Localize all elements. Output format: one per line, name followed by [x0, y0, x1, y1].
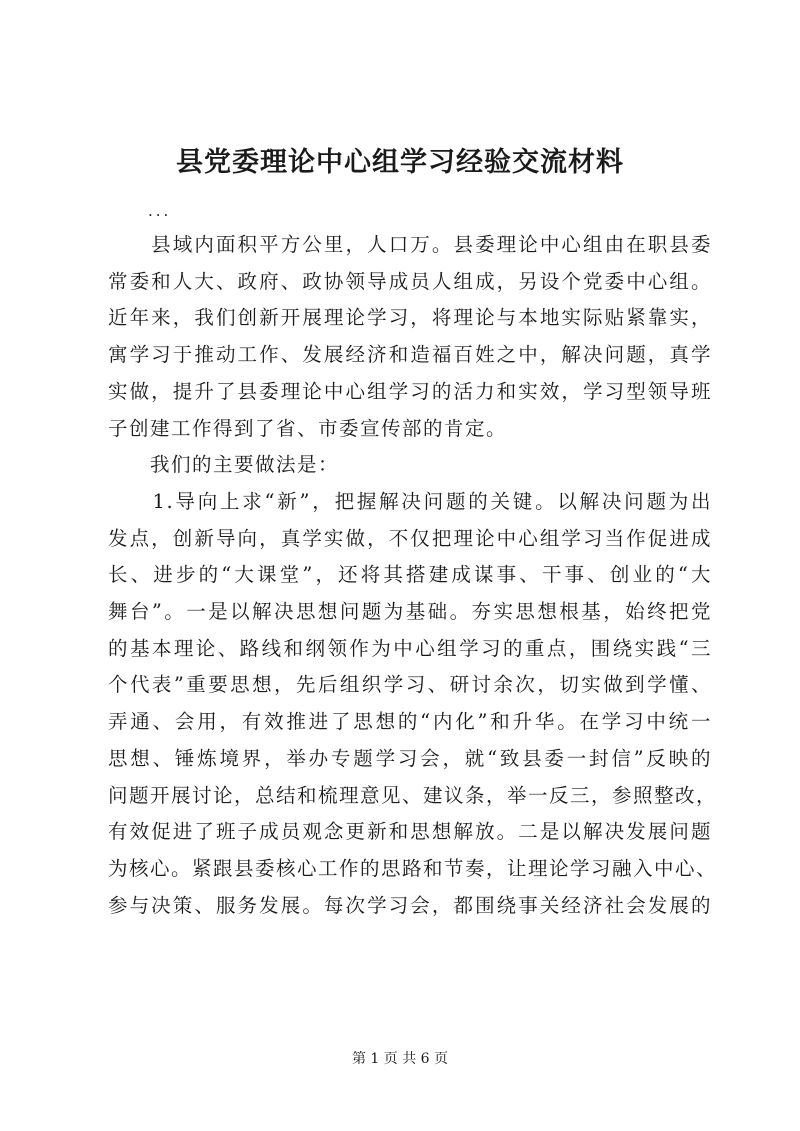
text-line: 参与决策、服务发展。每次学习会，都围绕事关经济社会发展的: [108, 893, 712, 917]
text-line: 1.导向上求“新”，把握解决问题的关键。以解决问题为出: [108, 489, 712, 513]
ellipsis-marker: ...: [148, 202, 172, 220]
text-line: 近年来，我们创新开展理论学习，将理论与本地实际贴紧靠实，: [108, 306, 712, 330]
paragraph-methods-heading: [108, 447, 712, 484]
text-line: 的基本理论、路线和纲领作为中心组学习的重点，围绕实践“三: [108, 636, 712, 660]
text-line: 弄通、会用，有效推进了思想的“内化”和升华。在学习中统一: [108, 710, 712, 734]
text-line: 寓学习于推动工作、发展经济和造福百姓之中，解决问题，真学: [108, 343, 712, 367]
document-title: 县党委理论中心组学习经验交流材料: [176, 147, 624, 178]
text-line: 长、进步的“大课堂”，还将其搭建成谋事、干事、创业的“大: [108, 563, 712, 587]
text-line: 县域内面积平方公里，人口万。县委理论中心组由在职县委: [108, 233, 712, 256]
document-body: [108, 227, 718, 924]
text-line: 舞台”。一是以解决思想问题为基础。夯实思想根基，始终把党: [108, 600, 712, 624]
text-line: 有效促进了班子成员观念更新和思想解放。二是以解决发展问题: [108, 820, 712, 844]
paragraph-intro: [108, 227, 712, 447]
text-line: 子创建工作得到了省、市委宣传部的肯定。: [108, 416, 508, 440]
text-line: 为核心。紧跟县委核心工作的思路和节奏，让理论学习融入中心、: [108, 856, 718, 880]
text-line: 问题开展讨论，总结和梳理意见、建议条，举一反三，参照整改，: [108, 783, 718, 807]
text-line: 实做，提升了县委理论中心组学习的活力和实效，学习型领导班: [108, 379, 712, 403]
text-line: 思想、锤炼境界，举办专题学习会，就“致县委一封信”反映的: [108, 746, 712, 770]
text-line: 常委和人大、政府、政协领导成员人组成，另设个党委中心组。: [108, 269, 712, 293]
text-line: 发点，创新导向，真学实做，不仅把理论中心组学习当作促进成: [108, 526, 712, 550]
paragraph-point-1: [108, 484, 718, 924]
page-footer: 第 1 页 共 6 页: [351, 1051, 449, 1067]
text-line: 我们的主要做法是：: [108, 453, 340, 477]
text-line: 个代表”重要思想，先后组织学习、研讨余次，切实做到学懂、: [108, 673, 712, 697]
